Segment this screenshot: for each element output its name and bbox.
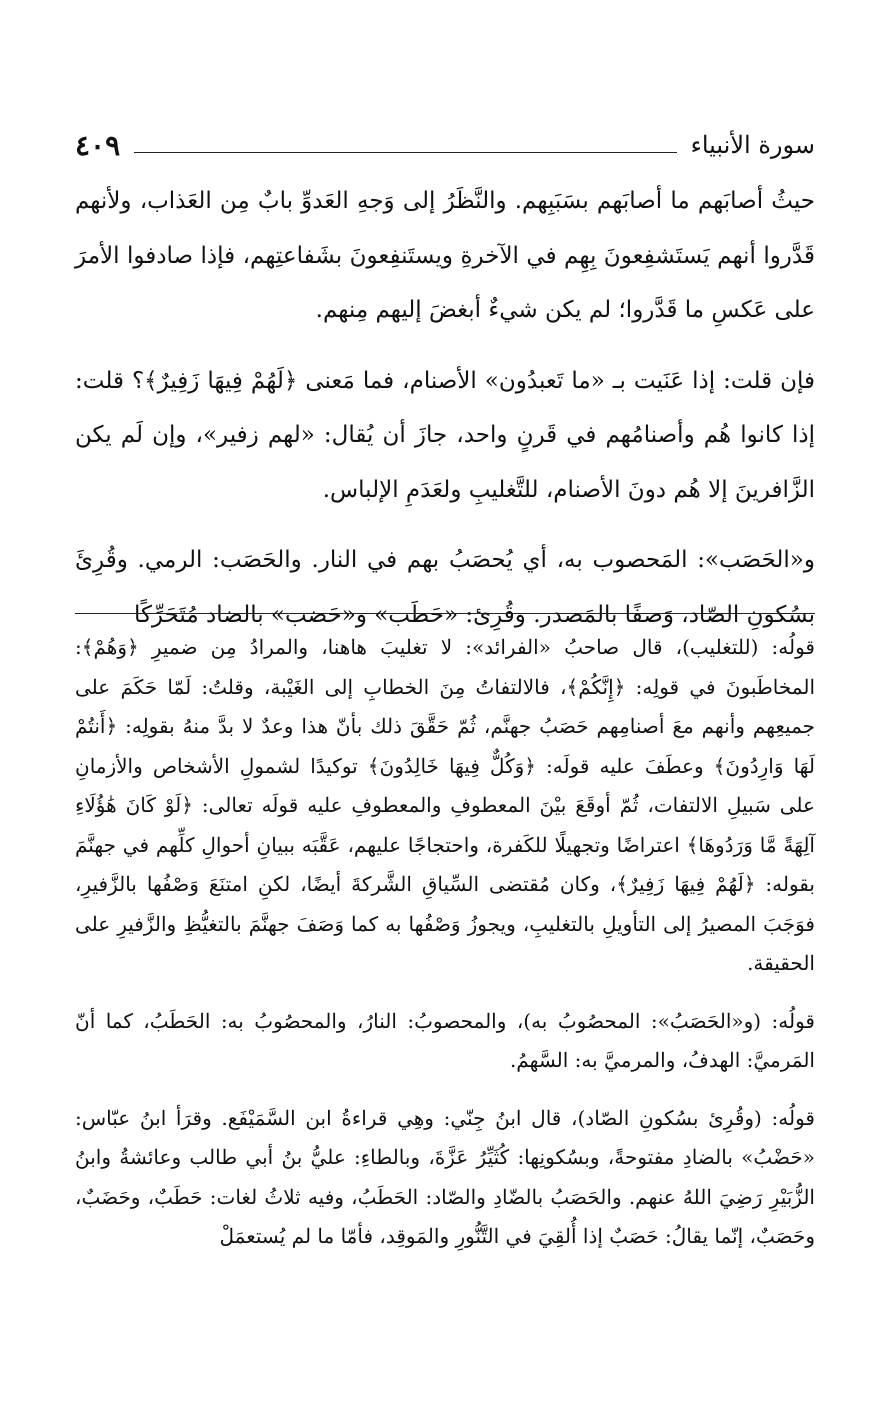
main-paragraph: حيثُ أصابَهم ما أصابَهم بسَبَبِهم. والنَّظَرُ إلى وَجهِ العَدوِّ بابٌ مِن العَذاب، ولأنهم قَدَّروا أنهم يَستَشفِعونَ بِهِم في الآخرةِ ويستَنفِعونَ بشَفاعتِهم، فإذا صادفوا الأمرَ على عَكسِ ما قَدَّروا؛ لم يكن شيءٌ أبغضَ إليهم مِنهم. [75,188,815,323]
page-number: ٤٠٩ [75,128,121,162]
header-rule [134,152,676,153]
page-header [75,122,815,168]
section-divider [75,613,815,614]
commentary-paragraph: قولُه: (وقُرِئ بسُكونِ الصّاد)، قال ابنُ جِنّي: وهِي قراءةُ ابن السَّمَيْفَع. وقرَأ ابنُ عبّاس: «حَضْبُ» بالضادِ مفتوحةً، وبسُكونِها: كُثَيِّرُ عَزَّةَ، وبالطاءِ: عليُّ بنُ أبي طالب وعائشةُ وابنُ الزُّبَيْرِ رَضِيَ اللهُ عنهم. والحَصَبُ بالضّادِ والصّاد: الحَطَبُ، وفيه ثلاثُ لغات: حَطَبٌ، وحَضَبٌ، وحَصَبٌ، إنّما يقالُ: حَصَبٌ إذا أُلقِيَ في التَّنُّورِ والمَوقِد، فأمّا ما لم يُستعمَلْ [75,1105,815,1248]
main-paragraph: فإن قلت: إذا عَنَيت بـ «ما تَعبدُون» الأصنام، فما مَعنى ﴿لَهُمْ فِيهَا زَفِيرٌ﴾؟ قلت: إذا كانوا هُم وأصنامُهم في قَرنٍ واحد، جازَ أن يُقال: «لهم زفير»، وإن لَم يكن الزَّافرينَ إلا هُم دونَ الأصنام، للتَّغليبِ ولعَدَمِ الإلباس. [75,367,815,503]
commentary [75,628,815,1257]
commentary-paragraph: قولُه: (و«الحَصَبُ»: المحصُوبُ به)، والمحصوبُ: النارُ، والمحصُوبُ به: الحَطَبُ، كما أنّ المَرميَّ: الهدفُ، والمرميَّ به: السَّهمُ. [75,1008,815,1072]
main-paragraph: و«الحَصَب»: المَحصوب به، أي يُحصَبُ بهم في النار. والحَصَب: الرمي. وقُرِئَ بسُكونِ الصّاد، وَصفًا بالمَصدر. وقُرِئ: «حَطَب» و«حَضب» بالضاد مُتَحَرِّكًا [75,547,815,628]
main-text [75,174,815,642]
running-title: سورة الأنبياء [690,131,815,159]
commentary-paragraph: قولُه: (للتغليب)، قال صاحبُ «الفرائد»: لا تغليبَ هاهنا، والمرادُ مِن ضميرِ ﴿وَهُمْ﴾: المخاطَبونَ في قولِه: ﴿إِنَّكُمْ﴾، فالالتفاتُ مِنَ الخطابِ إلى الغَيْبة، وقلتُ: لَمّا حَكَمَ على جميعِهم وأنهم معَ أصنامِهم حَصَبُ جهنَّم، ثُمّ حَقَّقَ ذلك بأنّ هذا وعدٌ لا بدَّ منهُ بقولِه: ﴿أَنتُمْ لَهَا وَارِدُونَ﴾ وعطَفَ عليه قولَه: ﴿وَكُلٌّ فِيهَا خَالِدُونَ﴾ توكيدًا لشمولِ الأشخاص والأزمانِ على سَبيلِ الالتفات، ثُمّ أوقَعَ بيْنَ المعطوفِ والمعطوفِ عليه قولَه تعالى: ﴿لَوْ كَانَ هَٰؤُلَاءِ آلِهَةً مَّا وَرَدُوهَا﴾ اعتراضًا وتجهيلًا للكَفرة، واحتجاجًا عليهم، عَقَّبَه ببيانِ أحوالِ كلِّهم في جهنَّمَ بقوله: ﴿لَهُمْ فِيهَا زَفِيرٌ﴾، وكان مُقتضى السِّياقِ الشَّركةَ أيضًا، لكنِ امتنَعَ وَصْفُها بالزَّفيرِ، فوَجَبَ المصيرُ إلى التأويلِ بالتغليبِ، ويجوزُ وَصْفُها به كما وَصَفَ جهنَّمَ بالتغيُّظِ والزَّفيرِ على الحقيقة. [75,635,815,975]
